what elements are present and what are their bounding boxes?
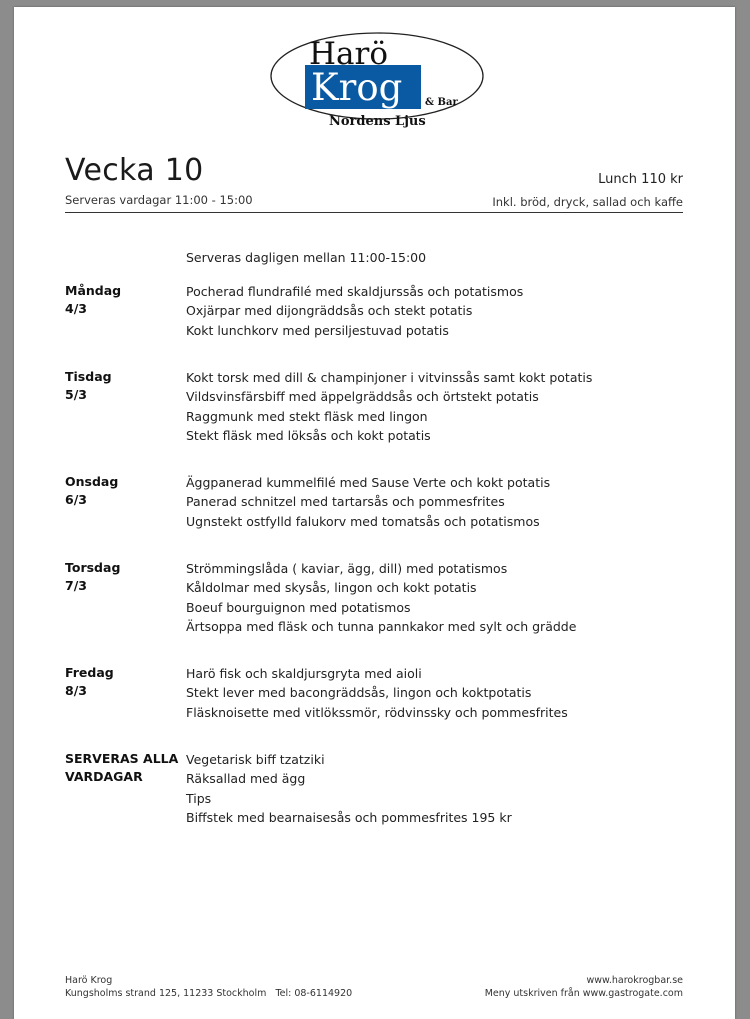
- day-label: [65, 664, 180, 700]
- day-name: SERVERAS ALLA: [65, 751, 179, 766]
- footer-printed-from: Meny utskriven från www.gastrogate.com: [484, 988, 683, 999]
- dish-item: Ärtsoppa med fläsk och tunna pannkakor med sylt och grädde: [186, 618, 577, 634]
- logo-slogan: Nordens Ljus: [329, 114, 426, 129]
- dish-item: Oxjärpar med dijongräddsås och stekt potatis: [186, 303, 473, 319]
- dish-item: Stekt lever med bacongräddsås, lingon och koktpotatis: [186, 685, 532, 701]
- dish-item: Panerad schnitzel med tartarsås och pommesfrites: [186, 494, 505, 510]
- dish-item: Boeuf bourguignon med potatismos: [186, 599, 411, 615]
- day-label: [65, 282, 180, 318]
- day-label: [65, 559, 180, 595]
- footer-links: [485, 974, 683, 1000]
- dish-item: Stekt fläsk med löksås och kokt potatis: [186, 427, 431, 443]
- day-name: Tisdag: [65, 369, 112, 384]
- haro-krog-logo: [267, 26, 487, 136]
- logo-text-krog: Krog: [311, 66, 403, 109]
- logo-text-haro: Harö: [309, 36, 388, 72]
- dish-item: Kokt torsk med dill & champinjoner i vitvinssås samt kokt potatis: [186, 370, 593, 385]
- day-label: [65, 473, 180, 509]
- day-label: [65, 368, 180, 404]
- footer-website[interactable]: www.harokrogbar.se: [586, 975, 683, 986]
- footer-address-line: [65, 987, 352, 1000]
- dish-item: Raggmunk med stekt fläsk med lingon: [186, 408, 428, 424]
- price-includes: Inkl. bröd, dryck, sallad och kaffe: [492, 195, 683, 209]
- footer-phone: Tel: 08-6114920: [275, 988, 353, 999]
- day-label: [65, 750, 180, 786]
- dish-item: Pocherad flundrafilé med skaldjurssås och potatismos: [186, 284, 524, 299]
- footer-address: Kungsholms strand 125, 11233 Stockholm: [65, 988, 267, 999]
- day-name: Fredag: [65, 665, 114, 680]
- day-date: 7/3: [65, 578, 87, 593]
- footer-restaurant-name: Harö Krog: [65, 975, 113, 986]
- dish-item: Äggpanerad kummelfilé med Sause Verte och kokt potatis: [186, 475, 551, 490]
- lunch-price: Lunch 110 kr: [598, 172, 683, 187]
- logo-text-bar: & Bar: [425, 97, 458, 108]
- dish-item: Tips: [186, 790, 212, 806]
- dish-item: Vegetarisk biff tzatziki: [186, 752, 325, 767]
- daily-intro: Serveras dagligen mellan 11:00-15:00: [186, 250, 427, 265]
- dish-item: Kokt lunchkorv med persiljestuvad potatis: [186, 322, 449, 338]
- dish-item: Harö fisk och skaldjursgryta med aioli: [186, 666, 422, 681]
- dish-list: [186, 750, 706, 827]
- dish-list: [186, 282, 706, 340]
- day-name: Onsdag: [65, 474, 119, 489]
- footer-contact: [65, 974, 352, 1000]
- day-date: 6/3: [65, 492, 87, 507]
- dish-list: [186, 473, 706, 531]
- day-date: 4/3: [65, 301, 87, 316]
- day-name: Torsdag: [65, 560, 121, 575]
- dish-list: [186, 368, 706, 445]
- dish-item: Kåldolmar med skysås, lingon och kokt potatis: [186, 580, 477, 596]
- day-name: Måndag: [65, 283, 122, 298]
- dish-list: [186, 559, 706, 636]
- dish-item: Vildsvinsfärsbiff med äppelgräddsås och örtstekt potatis: [186, 389, 539, 405]
- page-title: Vecka 10: [65, 153, 204, 188]
- menu-page: [14, 7, 735, 1019]
- dish-item: Fläsknoisette med vitlökssmör, rödvinssky och pommesfrites: [186, 704, 568, 720]
- dish-item: Räksallad med ägg: [186, 771, 306, 787]
- day-date: 8/3: [65, 683, 87, 698]
- day-date: VARDAGAR: [65, 769, 143, 784]
- dish-item: Strömmingslåda ( kaviar, ägg, dill) med potatismos: [186, 561, 508, 576]
- dish-list: [186, 664, 706, 722]
- day-date: 5/3: [65, 387, 87, 402]
- header-divider: [65, 212, 683, 213]
- serving-hours: Serveras vardagar 11:00 - 15:00: [65, 193, 253, 207]
- dish-item: Biffstek med bearnaisesås och pommesfrites 195 kr: [186, 809, 512, 825]
- dish-item: Ugnstekt ostfylld falukorv med tomatsås och potatismos: [186, 513, 540, 529]
